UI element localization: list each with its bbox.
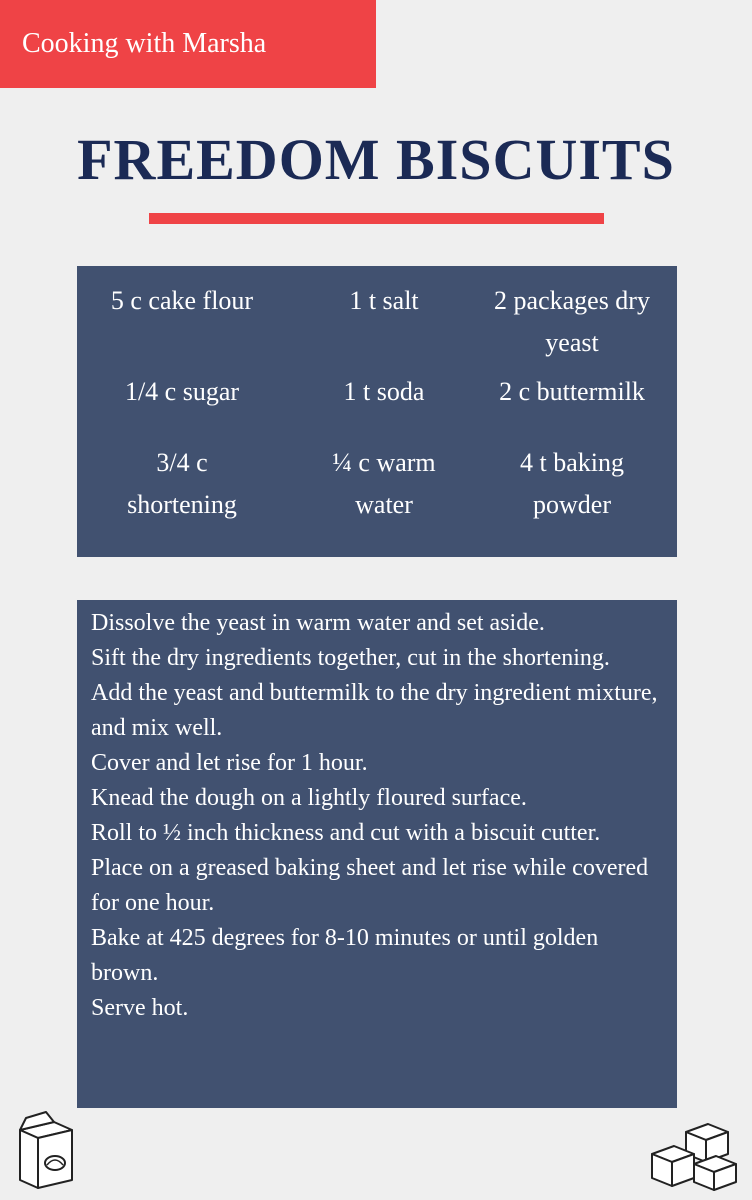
instruction-step: Dissolve the yeast in warm water and set aside. — [91, 610, 545, 636]
ingredient-item: 1 t salt — [349, 286, 419, 315]
ingredient-item: 1 t soda — [343, 377, 425, 406]
instruction-step: Roll to ½ inch thickness and cut with a biscuit cutter. — [91, 820, 601, 846]
recipe-title: FREEDOM BISCUITS — [77, 127, 675, 192]
ingredient-item: 4 t baking powder — [520, 448, 624, 519]
instruction-step: Serve hot. — [91, 995, 189, 1021]
title-underline — [149, 213, 604, 224]
ingredient-item: 2 packages dry yeast — [494, 286, 650, 357]
brand-banner — [0, 0, 376, 88]
instruction-step: Cover and let rise for 1 hour. — [91, 750, 368, 776]
instruction-step: Bake at 425 degrees for 8-10 minutes or until golden brown. — [91, 925, 599, 986]
flour-bag-icon — [12, 1108, 80, 1192]
instruction-step: Knead the dough on a lightly floured surface. — [91, 785, 527, 811]
sugar-cubes-icon — [646, 1118, 742, 1192]
instruction-step: Place on a greased baking sheet and let rise while covered for one hour. — [91, 855, 649, 916]
ingredient-item: 1/4 c sugar — [124, 377, 240, 406]
ingredient-item: ¼ c warm water — [332, 448, 436, 519]
instructions-panel — [77, 600, 677, 1108]
ingredient-item: 5 c cake flour — [110, 286, 254, 315]
ingredient-item: 2 c buttermilk — [499, 377, 645, 406]
brand-name: Cooking with Marsha — [22, 28, 267, 59]
instruction-step: Add the yeast and buttermilk to the dry ingredient mixture, and mix well. — [91, 680, 658, 741]
ingredient-item: 3/4 c shortening — [127, 448, 237, 519]
ingredients-panel — [77, 266, 677, 557]
instruction-step: Sift the dry ingredients together, cut in the shortening. — [91, 645, 610, 671]
